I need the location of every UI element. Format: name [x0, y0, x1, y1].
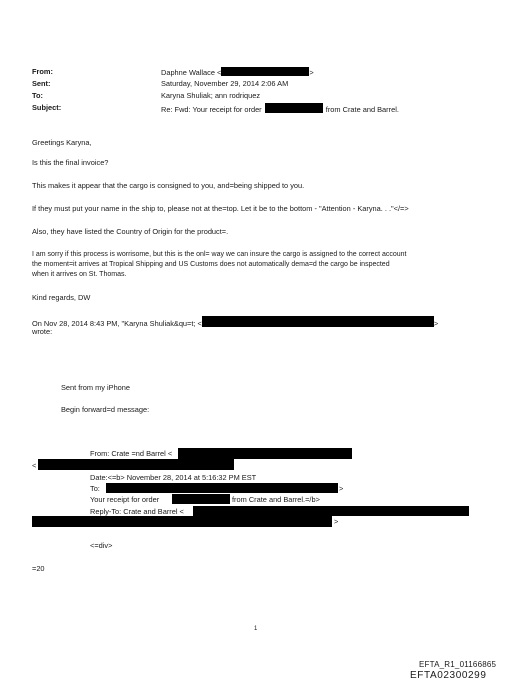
subject-label: Subject: — [32, 103, 62, 112]
fwd-div: <=div> — [90, 541, 113, 550]
quote-line-1 — [32, 316, 438, 328]
redaction-bar — [202, 316, 434, 327]
paragraph-2: This makes it appear that the cargo is consigned to you, and=being shipped to you. — [32, 181, 305, 190]
redaction-bar — [32, 516, 332, 527]
subject-value — [161, 103, 399, 114]
fwd-to-gt: > — [339, 484, 344, 493]
from-name: Daphne Wallace < — [161, 68, 222, 77]
sent-from-iphone: Sent from my iPhone — [61, 383, 131, 392]
redaction-bar — [178, 448, 352, 459]
paragraph-4: Also, they have listed the Country of Origin for the product=. — [32, 227, 229, 236]
from-value — [161, 67, 314, 77]
fwd-lt: < — [32, 461, 37, 470]
redaction-bar — [172, 494, 230, 504]
fwd-to-line: To: — [90, 484, 100, 493]
paragraph-5-line-1: I am sorry if this process is worrisome, but this is the onl= way we can insure the cargo is assigned to the correct account — [32, 251, 407, 258]
from-close: > — [309, 68, 314, 77]
fwd-reply-to: Reply-To: Crate and Barrel < — [90, 507, 184, 516]
to-value: Karyna Shuliak; ann rodriquez — [161, 91, 261, 100]
paragraph-5-line-3: when it arrives on St. Thomas. — [32, 271, 127, 278]
page-number: 1 — [254, 626, 258, 632]
efta-r1-stamp: EFTA_R1_01166865 — [419, 660, 497, 669]
sent-label: Sent: — [32, 79, 51, 88]
subject-prefix: Re: Fwd: Your receipt for order — [161, 105, 262, 114]
fwd-receipt-prefix: Your receipt for order — [90, 495, 160, 504]
from-label: From: — [32, 67, 53, 76]
sent-value: Saturday, November 29, 2014 2:06 AM — [161, 79, 289, 88]
redaction-bar — [106, 483, 338, 493]
quote-prefix: On Nov 28, 2014 8:43 PM, "Karyna Shuliak&qu=t; < — [32, 319, 202, 328]
quote-line-2: wrote: — [32, 327, 53, 336]
signoff: Kind regards, DW — [32, 293, 91, 302]
redaction-bar — [221, 67, 309, 76]
greeting: Greetings Karyna, — [32, 138, 92, 147]
fwd-receipt-suffix: from Crate and Barrel.=/b> — [232, 495, 320, 504]
paragraph-5-line-2: the moment=it arrives at Tropical Shipping and US Customs does not automatically dema=d the cargo be inspected — [32, 261, 390, 268]
fwd-eq20: =20 — [32, 564, 45, 573]
quote-suffix: > — [433, 319, 439, 328]
subject-suffix: from Crate and Barrel. — [325, 105, 399, 114]
redaction-bar — [38, 459, 234, 470]
paragraph-1: Is this the final invoice? — [32, 158, 109, 167]
fwd-date-line: Date:<=b> November 28, 2014 at 5:16:32 PM EST — [90, 473, 257, 482]
fwd-reply-gt: > — [334, 517, 339, 526]
begin-forwarded: Begin forward=d message: — [61, 405, 150, 414]
redaction-bar — [265, 103, 323, 113]
to-label: To: — [32, 91, 43, 100]
efta-stamp: EFTA02300299 — [410, 670, 487, 681]
redaction-bar — [193, 506, 469, 516]
fwd-from-line: From: Crate =nd Barrel < — [90, 449, 173, 458]
paragraph-3: If they must put your name in the ship to, please not at the=top. Let it be to the bottom - "Attention - Karyna. . ."</=> — [32, 204, 409, 213]
